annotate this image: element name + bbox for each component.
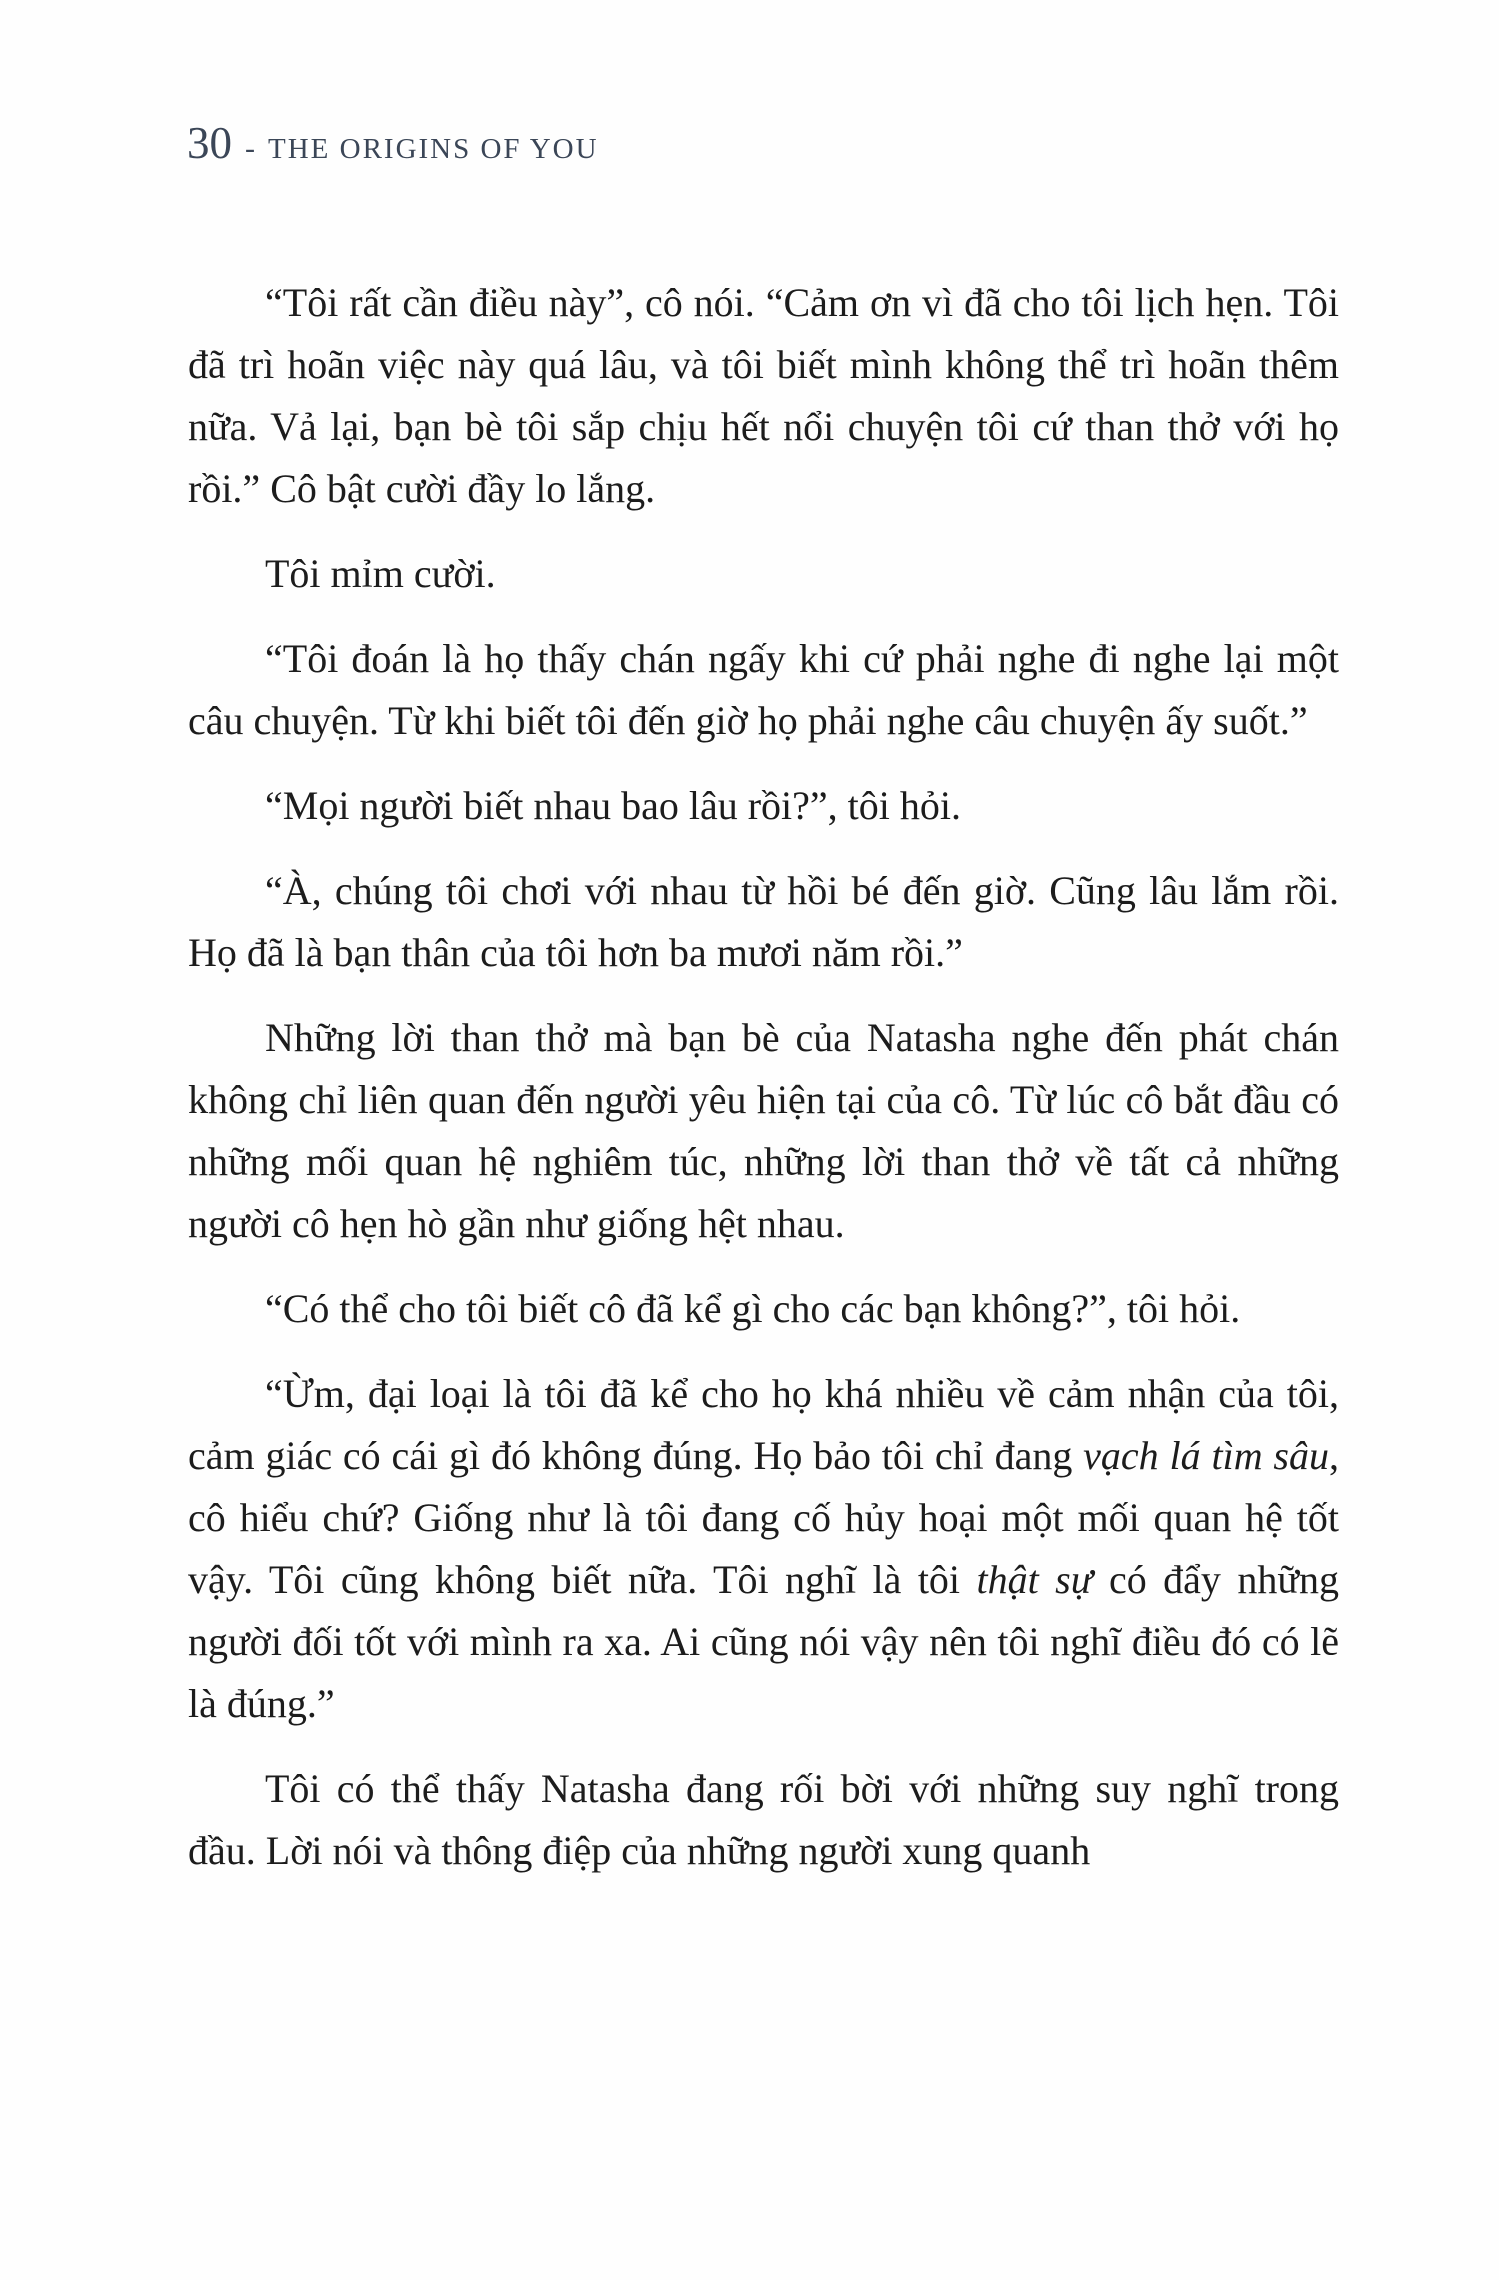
paragraph-text: , cô hiểu chứ? Giống như là tôi đang cố hủy hoại một mối quan hệ tốt vậy. Tôi cũng không biết nữa. Tôi nghĩ là tôi [188, 1433, 1339, 1602]
paragraph-text: Tôi mỉm cười. [265, 551, 496, 596]
paragraph [188, 775, 1339, 837]
paragraph-text: “Mọi người biết nhau bao lâu rồi?”, tôi hỏi. [265, 783, 962, 828]
paragraph-text-italic: thật sự [976, 1557, 1093, 1602]
paragraph [188, 628, 1339, 752]
header-separator: - [245, 132, 255, 165]
paragraph-text: “Tôi rất cần điều này”, cô nói. “Cảm ơn vì đã cho tôi lịch hẹn. Tôi đã trì hoãn việc này quá lâu, và tôi biết mình không thể trì hoãn thêm nữa. Vả lại, bạn bè tôi sắp chịu hết nổi chuyện tôi cứ than thở với họ rồi.” Cô bật cười đầy lo lắng. [188, 280, 1339, 511]
paragraph [188, 1007, 1339, 1255]
paragraph [188, 272, 1339, 520]
paragraph-text: Tôi có thể thấy Natasha đang rối bời với những suy nghĩ trong đầu. Lời nói và thông điệp của những người xung quanh [188, 1766, 1339, 1873]
paragraph-text: “Có thể cho tôi biết cô đã kể gì cho các bạn không?”, tôi hỏi. [265, 1286, 1241, 1331]
paragraph-text: “À, chúng tôi chơi với nhau từ hồi bé đến giờ. Cũng lâu lắm rồi. Họ đã là bạn thân của tôi hơn ba mươi năm rồi.” [188, 868, 1339, 975]
paragraph [188, 860, 1339, 984]
paragraph-text-italic: vạch lá tìm sâu [1083, 1433, 1329, 1478]
paragraph [188, 1278, 1339, 1340]
paragraph-text: “Ừm, đại loại là tôi đã kể cho họ khá nhiều về cảm nhận của tôi, cảm giác có cái gì đó không đúng. Họ bảo tôi chỉ đang [188, 1371, 1339, 1478]
paragraph-text: Những lời than thở mà bạn bè của Natasha nghe đến phát chán không chỉ liên quan đến người yêu hiện tại của cô. Từ lúc cô bắt đầu có những mối quan hệ nghiêm túc, những lời than thở về tất cả những người cô hẹn hò gần như giống hệt nhau. [188, 1015, 1339, 1246]
page-body [188, 272, 1339, 1905]
paragraph [188, 1363, 1339, 1735]
book-title: THE ORIGINS OF YOU [268, 133, 599, 165]
paragraph [188, 1758, 1339, 1882]
paragraph [188, 543, 1339, 605]
page-header [187, 118, 599, 168]
paragraph-text: “Tôi đoán là họ thấy chán ngấy khi cứ phải nghe đi nghe lại một câu chuyện. Từ khi biết tôi đến giờ họ phải nghe câu chuyện ấy suốt.” [188, 636, 1339, 743]
page-number: 30 [187, 118, 232, 168]
paragraph-text: có đẩy những người đối tốt với mình ra xa. Ai cũng nói vậy nên tôi nghĩ điều đó có lẽ là đúng.” [188, 1557, 1340, 1726]
